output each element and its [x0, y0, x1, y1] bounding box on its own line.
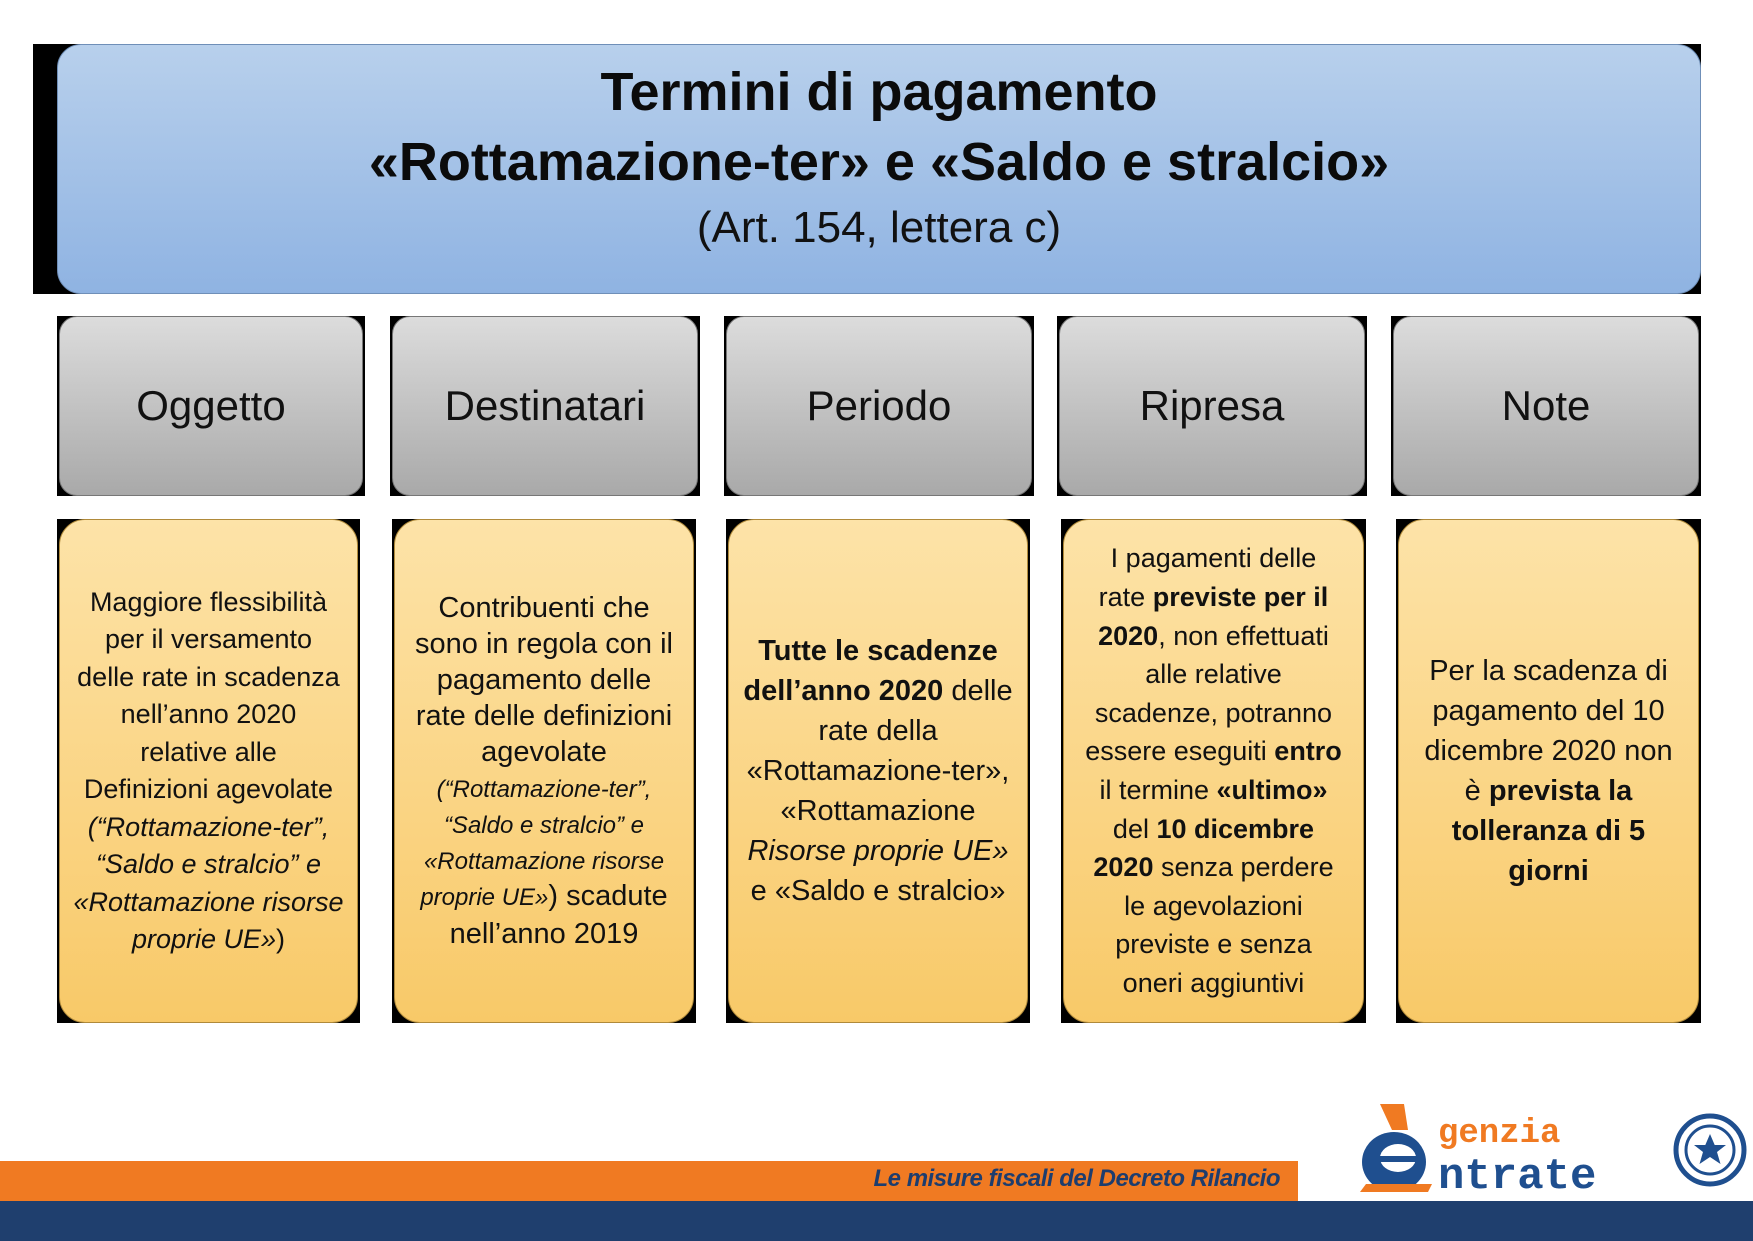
- periodo-line: delle: [943, 675, 1013, 707]
- card-periodo-frame: [726, 519, 1030, 1023]
- destinatari-line-italic: (“Rottamazione-ter”,: [436, 776, 652, 803]
- destinatari-line: pagamento delle: [436, 664, 652, 696]
- page-title: Termini di pagamento: [600, 62, 1158, 122]
- oggetto-line: ): [276, 924, 286, 954]
- card-ripresa: [1063, 519, 1364, 1023]
- destinatari-line: nell’anno 2019: [449, 918, 639, 950]
- ripresa-line-bold: entro: [1274, 736, 1342, 767]
- note-line: Per la scadenza di: [1429, 655, 1668, 687]
- destinatari-line: agevolate: [481, 736, 607, 768]
- ripresa-line: scadenze, potranno: [1094, 697, 1333, 728]
- oggetto-line: delle rate in scadenza: [77, 661, 340, 692]
- note-line-bold: tolleranza di 5 giorni: [1451, 815, 1646, 887]
- card-periodo: [728, 519, 1028, 1023]
- destinatari-line-italic: «Rottamazione risorse: [423, 848, 665, 875]
- destinatari-line-italic: proprie UE»: [420, 884, 549, 911]
- ripresa-line: oneri aggiuntivi: [1122, 967, 1305, 998]
- destinatari-line: ) scadute: [548, 880, 668, 912]
- periodo-line-italic: Risorse proprie UE»: [747, 835, 1009, 867]
- ripresa-line: rate: [1098, 582, 1153, 613]
- ripresa-line-bold: 2020: [1093, 852, 1154, 883]
- oggetto-line-italic: «Rottamazione risorse: [73, 886, 344, 917]
- svg-text:genzia: genzia: [1438, 1115, 1561, 1153]
- destinatari-line-italic: “Saldo e stralcio” e: [443, 812, 645, 839]
- card-ripresa-frame: [1061, 519, 1366, 1023]
- ripresa-line: del: [1112, 813, 1157, 844]
- card-destinatari: [394, 519, 694, 1023]
- ripresa-line: alle relative: [1145, 659, 1282, 690]
- footer-navy-bar: [0, 1201, 1753, 1241]
- title-banner: [57, 44, 1701, 294]
- header-oggetto-frame: [57, 316, 365, 496]
- periodo-line: e «Saldo e stralcio»: [750, 875, 1006, 907]
- note-line-bold: prevista la: [1488, 775, 1633, 807]
- header-ripresa-frame: [1057, 316, 1367, 496]
- ripresa-line-bold: 2020: [1098, 620, 1159, 651]
- destinatari-line: rate delle definizioni: [415, 700, 673, 732]
- destinatari-line: Contribuenti che: [438, 592, 650, 624]
- card-note: [1398, 519, 1699, 1023]
- header-periodo-frame: [724, 316, 1034, 496]
- svg-text:ntrate: ntrate: [1438, 1152, 1597, 1200]
- oggetto-line: per il versamento: [104, 624, 313, 654]
- periodo-line-bold: dell’anno 2020: [743, 675, 944, 707]
- oggetto-line-italic: proprie UE»: [131, 924, 277, 954]
- card-destinatari-frame: [392, 519, 696, 1023]
- note-line: dicembre 2020 non: [1424, 735, 1673, 767]
- ripresa-line-bold: «ultimo»: [1216, 775, 1328, 805]
- agenzia-entrate-logo: [1358, 1100, 1748, 1200]
- oggetto-line: nell’anno 2020: [120, 699, 297, 729]
- oggetto-line-italic: (“Rottamazione-ter”,: [87, 811, 330, 842]
- ripresa-line-bold: previste per il: [1152, 582, 1329, 613]
- column-header-periodo: Periodo: [726, 316, 1032, 496]
- destinatari-line: sono in regola con il: [415, 628, 673, 660]
- page-title-line2: «Rottamazione-ter» e «Saldo e stralcio»: [368, 132, 1390, 192]
- ripresa-line: le agevolazioni: [1124, 890, 1303, 921]
- ripresa-line-bold: 10 dicembre: [1156, 813, 1315, 844]
- ripresa-line: , non effettuati: [1158, 620, 1329, 651]
- card-note-frame: [1396, 519, 1701, 1023]
- periodo-line: «Rottamazione-ter»,: [746, 755, 1010, 787]
- oggetto-line: relative alle: [140, 736, 277, 767]
- ripresa-line: senza perdere: [1153, 852, 1334, 883]
- column-header-note: Note: [1393, 316, 1699, 496]
- oggetto-line-italic: “Saldo e stralcio” e: [95, 849, 322, 879]
- card-oggetto: [59, 519, 358, 1023]
- note-line: pagamento del 10: [1432, 695, 1665, 727]
- header-note-frame: [1391, 316, 1701, 496]
- header-destinatari-frame: [390, 316, 700, 496]
- ripresa-line: il termine: [1099, 775, 1217, 805]
- page-subtitle: (Art. 154, lettera c): [696, 203, 1062, 252]
- note-line: è: [1464, 775, 1489, 807]
- footer-tagline: Le misure fiscali del Decreto Rilancio: [873, 1165, 1280, 1192]
- column-header-ripresa: Ripresa: [1059, 316, 1365, 496]
- periodo-line: «Rottamazione: [780, 795, 976, 827]
- oggetto-line: Maggiore flessibilità: [89, 586, 328, 617]
- column-header-destinatari: Destinatari: [392, 316, 698, 496]
- card-oggetto-frame: [57, 519, 360, 1023]
- column-header-oggetto: Oggetto: [59, 316, 363, 496]
- ripresa-line: essere eseguiti: [1085, 736, 1275, 767]
- ripresa-line: I pagamenti delle: [1110, 543, 1317, 574]
- footer-orange-bar: [0, 1161, 1298, 1201]
- periodo-line: rate della: [818, 715, 938, 747]
- ripresa-line: previste e senza: [1115, 929, 1312, 960]
- periodo-line-bold: Tutte le scadenze: [758, 635, 998, 667]
- oggetto-line: Definizioni agevolate: [83, 774, 334, 804]
